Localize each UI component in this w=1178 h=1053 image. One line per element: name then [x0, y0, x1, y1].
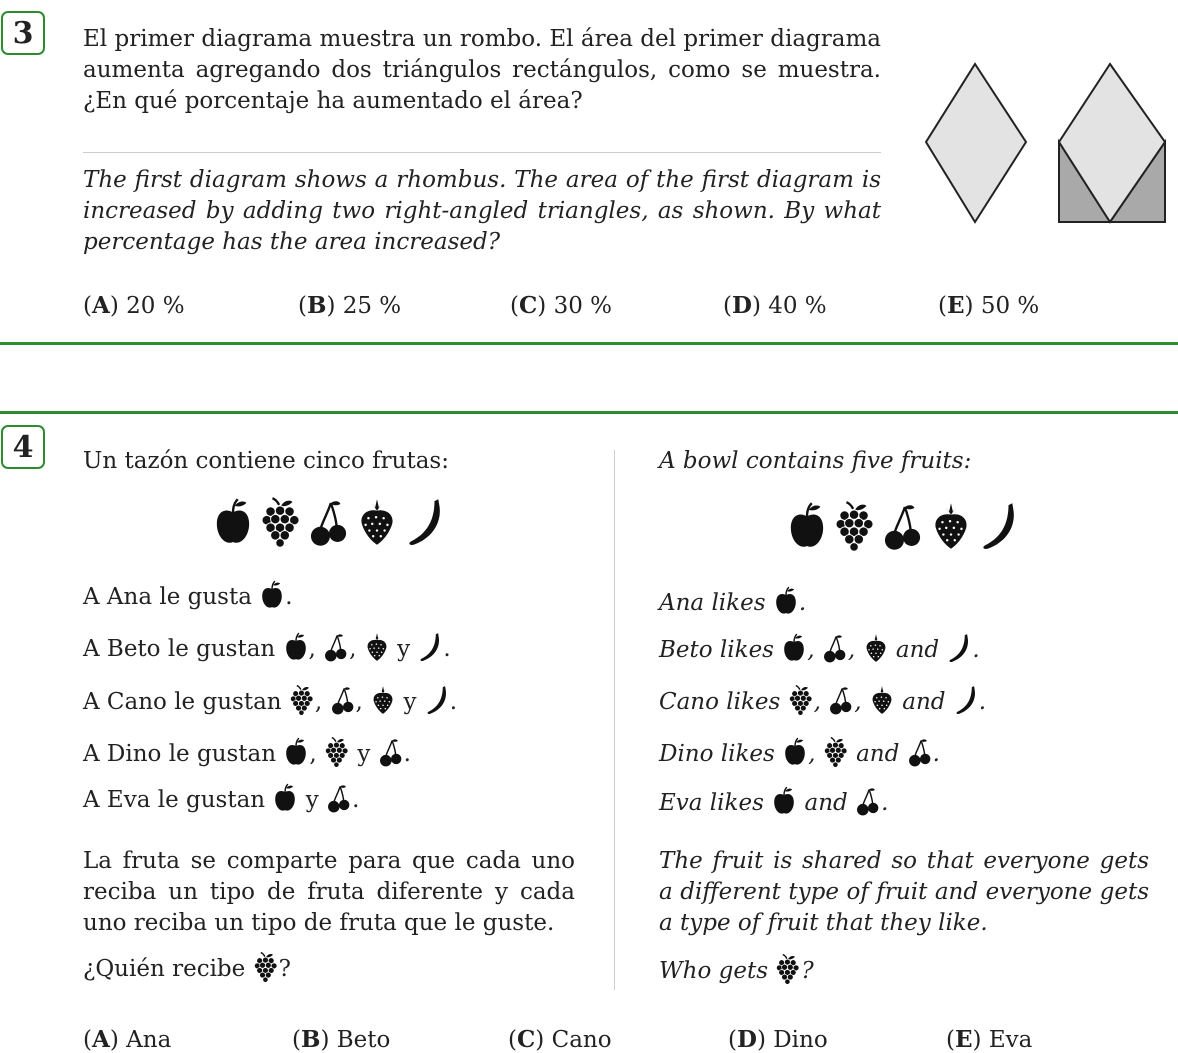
fruit-bowl-row-es	[214, 496, 444, 548]
column-divider	[614, 450, 615, 990]
apple-icon	[273, 783, 297, 813]
grapes-icon	[776, 954, 800, 984]
strawberry-icon	[932, 500, 970, 552]
cherries-icon	[379, 737, 403, 767]
cherries-icon	[324, 632, 348, 662]
q4-spanish-body: La fruta se comparte para que cada uno reciba un tipo de fruta diferente y cada uno reciba un tipo de fruta que le guste.	[83, 848, 575, 936]
option-b[interactable]: (B) Beto	[292, 1026, 391, 1053]
en-line-dino: Dino likes , and .	[659, 737, 940, 767]
cherries-icon	[829, 685, 853, 715]
question-number-4: 4	[1, 425, 45, 469]
banana-icon	[954, 685, 978, 715]
cherries-icon	[908, 737, 932, 767]
rhombus-diagram	[920, 58, 1170, 228]
apple-icon	[214, 496, 252, 548]
question-number-3: 3	[1, 11, 45, 55]
cherries-icon	[823, 633, 847, 663]
grapes-icon	[836, 500, 874, 552]
strawberry-icon	[864, 633, 888, 663]
en-line-ana: Ana likes .	[659, 586, 806, 616]
question-3-english-text: The first diagram shows a rhombus. The area of the first diagram is increased by adding two right-angled triangles, as shown. By what percentage has the area increased?	[83, 167, 881, 255]
fruit-bowl-row-en	[788, 500, 1018, 552]
cherries-icon	[327, 783, 351, 813]
grapes-icon	[290, 685, 314, 715]
en-line-beto: Beto likes , , and .	[659, 633, 980, 663]
cherries-icon	[310, 496, 348, 548]
strawberry-icon	[371, 685, 395, 715]
section-rule	[0, 411, 1178, 414]
apple-icon	[788, 500, 826, 552]
option-c[interactable]: (C) 30 %	[510, 292, 613, 319]
apple-icon	[772, 786, 796, 816]
apple-icon	[284, 632, 308, 662]
cherries-icon	[884, 500, 922, 552]
banana-icon	[980, 500, 1018, 552]
q4-english-question: Who gets ?	[659, 954, 814, 984]
cherries-icon	[856, 786, 880, 816]
es-line-dino: A Dino le gustan , y .	[83, 737, 411, 767]
q4-english-body: The fruit is shared so that everyone gets a different type of fruit and everyone gets a type of fruit that they like.	[659, 848, 1149, 936]
grapes-icon	[789, 685, 813, 715]
option-d[interactable]: (D) Dino	[728, 1026, 828, 1053]
strawberry-icon	[358, 496, 396, 548]
es-line-beto: A Beto le gustan , , y .	[83, 632, 451, 662]
apple-icon	[260, 580, 284, 610]
section-rule	[0, 342, 1178, 345]
option-b[interactable]: (B) 25 %	[298, 292, 402, 319]
question-3-spanish-text: El primer diagrama muestra un rombo. El área del primer diagrama aumenta agregando dos triángulos rectángulos, como se muestra. ¿En qué porcentaje ha aumentado el área?	[83, 26, 881, 114]
es-line-cano: A Cano le gustan , , y .	[83, 685, 457, 715]
q4-spanish-intro: Un tazón contiene cinco frutas:	[83, 448, 449, 474]
strawberry-icon	[870, 685, 894, 715]
en-line-cano: Cano likes , , and .	[659, 685, 986, 715]
banana-icon	[947, 633, 971, 663]
apple-icon	[774, 586, 798, 616]
strawberry-icon	[365, 632, 389, 662]
es-line-eva: A Eva le gustan y .	[83, 783, 359, 813]
banana-icon	[406, 496, 444, 548]
banana-icon	[425, 685, 449, 715]
es-line-ana: A Ana le gusta .	[83, 580, 293, 610]
option-a[interactable]: (A) 20 %	[83, 292, 185, 319]
apple-icon	[782, 633, 806, 663]
grapes-icon	[325, 737, 349, 767]
grapes-icon	[262, 496, 300, 548]
rhombus-shape	[926, 64, 1026, 222]
grapes-icon	[254, 952, 278, 982]
option-a[interactable]: (A) Ana	[83, 1026, 172, 1053]
option-c[interactable]: (C) Cano	[508, 1026, 612, 1053]
apple-icon	[284, 737, 308, 767]
q4-english-intro: A bowl contains five fruits:	[659, 448, 972, 474]
en-line-eva: Eva likes and .	[659, 786, 888, 816]
banana-icon	[418, 632, 442, 662]
q4-spanish-question: ¿Quién recibe ?	[83, 952, 291, 982]
option-e[interactable]: (E) Eva	[946, 1026, 1033, 1053]
cherries-icon	[331, 685, 355, 715]
grapes-icon	[824, 737, 848, 767]
divider	[83, 152, 881, 153]
option-d[interactable]: (D) 40 %	[723, 292, 827, 319]
option-e[interactable]: (E) 50 %	[938, 292, 1040, 319]
apple-icon	[783, 737, 807, 767]
